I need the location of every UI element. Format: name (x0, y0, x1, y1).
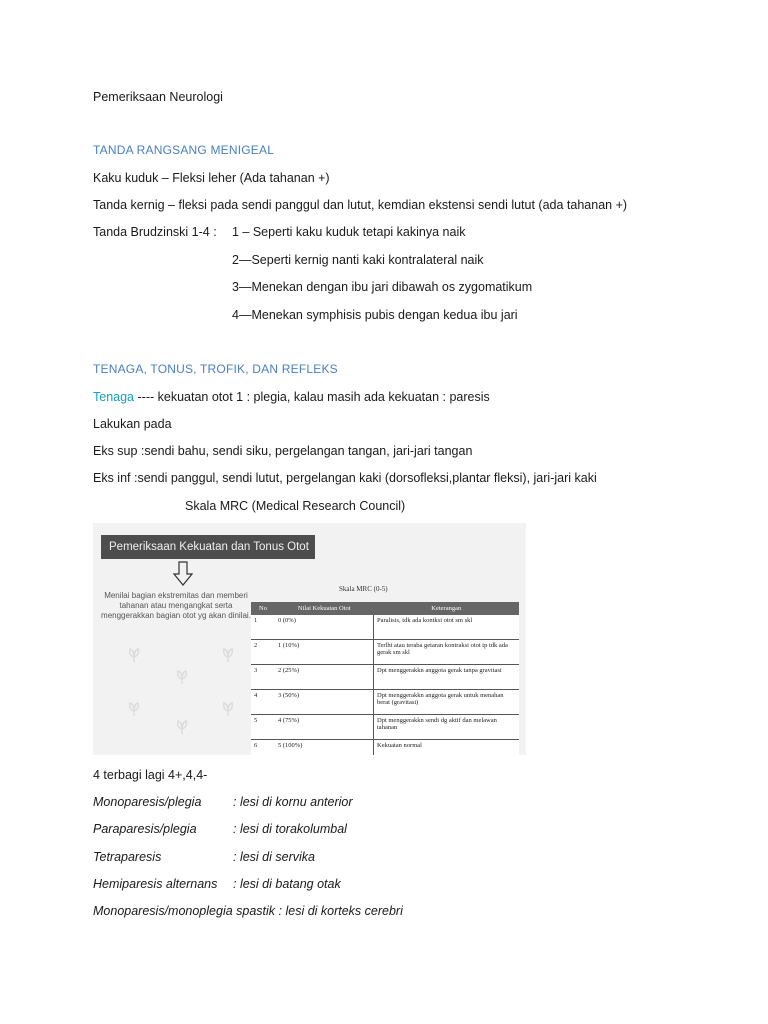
table-cell: 1 (10%) (275, 640, 374, 665)
table-cell: 5 (100%) (275, 740, 374, 756)
leaf-icon (175, 719, 189, 735)
lesion-value: : lesi di torakolumbal (233, 822, 347, 836)
table-row (251, 740, 519, 756)
lesion-value: : lesi di kornu anterior (233, 795, 353, 809)
figure-description: Menilai bagian ekstremitas dan memberi tahanan atau mengangkat serta menggerakkan bagian otot yg akan dinilai. (101, 591, 251, 620)
table-cell: 3 (251, 665, 275, 690)
down-arrow-icon (173, 561, 193, 587)
table-cell: Kekuatan normal (374, 740, 520, 756)
tenaga-word: Tenaga (93, 390, 135, 404)
brudzinski-item: 2—Seperti kernig nanti kaki kontralateral naik (232, 253, 484, 267)
table-cell: Dpt menggerakkn anggota gerak untuk menahan berat (gravitasi) (374, 690, 520, 715)
table-row (251, 715, 519, 740)
table-cell: 4 (251, 690, 275, 715)
section-heading-meningeal: TANDA RANGSANG MENIGEAL (93, 143, 275, 157)
column-header: Keterangan (374, 602, 520, 615)
brudzinski-item: 1 – Seperti kaku kuduk tetapi kakinya naik (232, 225, 466, 239)
kernig-text: Tanda kernig – fleksi pada sendi panggul dan lutut, kemdian ekstensi sendi lutut (ada tahanan +) (93, 198, 628, 212)
table-row (251, 615, 519, 640)
table-cell: 0 (0%) (275, 615, 374, 640)
mrc-figure (93, 523, 526, 755)
lesion-name: Paraparesis/plegia (93, 822, 197, 836)
figure-title: Pemeriksaan Kekuatan dan Tonus Otot (101, 535, 315, 559)
lesion-line (93, 876, 341, 892)
table-cell: Terlht atau teraba getaran kontraksi otot tp tdk ada gerak sm skl (374, 640, 520, 665)
column-header: No (251, 602, 275, 615)
lesion-line (93, 849, 315, 865)
leaf-icon (127, 701, 141, 717)
table-cell: Paralisis, tdk ada kontksi otot sm skl (374, 615, 520, 640)
tenaga-desc: ---- kekuatan otot 1 : plegia, kalau masih ada kekuatan : paresis (134, 390, 490, 404)
lesion-name: Hemiparesis alternans (93, 877, 218, 891)
table-header-row (251, 602, 519, 615)
table-cell: 1 (251, 615, 275, 640)
brudzinski-label: Tanda Brudzinski 1-4 : (93, 225, 217, 239)
section-heading-tenaga: TENAGA, TONUS, TROFIK, DAN REFLEKS (93, 362, 338, 376)
table-cell: 6 (251, 740, 275, 756)
table-row (251, 665, 519, 690)
table-row (251, 690, 519, 715)
spastik-text: Monoparesis/monoplegia spastik : lesi di korteks cerebri (93, 904, 403, 918)
mrc-table (251, 602, 519, 755)
table-cell: Dpt menggerakkn anggota gerak tanpa gravitasi (374, 665, 520, 690)
leaf-icon (127, 647, 141, 663)
lesion-value: : lesi di servika (233, 850, 315, 864)
column-header: Nilai Kekuatan Otot (275, 602, 374, 615)
skala-mrc-caption: Skala MRC (Medical Research Council) (185, 499, 406, 513)
lesion-name: Monoparesis/plegia (93, 795, 202, 809)
table-cell: 2 (251, 640, 275, 665)
table-cell: Dpt menggerakkn sendi dg aktif dan melawan tahanan (374, 715, 520, 740)
table-caption: Skala MRC (0-5) (339, 585, 388, 593)
lesion-value: : lesi di batang otak (233, 877, 341, 891)
brudzinski-item: 4—Menekan symphisis pubis dengan kedua ibu jari (232, 308, 518, 322)
table-cell: 5 (251, 715, 275, 740)
table-cell: 4 (75%) (275, 715, 374, 740)
terbagi-text: 4 terbagi lagi 4+,4,4- (93, 768, 208, 782)
eks-sup-text: Eks sup :sendi bahu, sendi siku, pergelangan tangan, jari-jari tangan (93, 444, 473, 458)
leaf-icon (221, 647, 235, 663)
table-row (251, 640, 519, 665)
page-title: Pemeriksaan Neurologi (93, 90, 223, 104)
table-cell: 3 (50%) (275, 690, 374, 715)
eks-inf-text: Eks inf :sendi panggul, sendi lutut, pergelangan kaki (dorsofleksi,plantar fleksi), jari-jari kaki (93, 471, 597, 485)
table-cell: 2 (25%) (275, 665, 374, 690)
lesion-line (93, 821, 347, 837)
leaf-icon (221, 701, 235, 717)
leaf-icon (175, 669, 189, 685)
lesion-name: Tetraparesis (93, 850, 162, 864)
lakukan-text: Lakukan pada (93, 417, 172, 431)
kaku-kuduk-text: Kaku kuduk – Fleksi leher (Ada tahanan +) (93, 171, 330, 185)
tenaga-line (93, 389, 490, 405)
lesion-line (93, 794, 353, 810)
brudzinski-item: 3—Menekan dengan ibu jari dibawah os zygomatikum (232, 280, 533, 294)
